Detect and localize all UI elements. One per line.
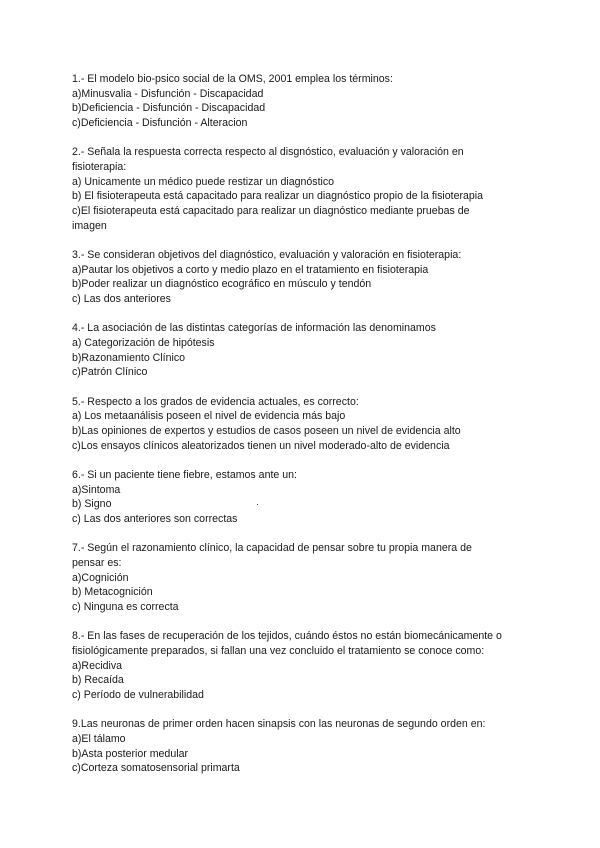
option-b-row: [72, 497, 542, 512]
question-text: 2.- Señala la respuesta correcta respecto al disgnóstico, evaluación y valoración en: [72, 146, 464, 159]
option-b: b) Metacognición: [72, 586, 153, 599]
question-text-continued: pensar es:: [72, 556, 122, 569]
question-text: 9.Las neuronas de primer orden hacen sinapsis con las neuronas de segundo orden en:: [72, 718, 486, 731]
option-c: c)Deficiencia - Disfunción - Alteracion: [72, 117, 248, 130]
question-text: 8.- En las fases de recuperación de los tejidos, cuándo éstos no están biomecánicamente o: [72, 630, 502, 643]
option-a: a)Cognición: [72, 571, 129, 584]
option-a: a)Minusvalia - Disfunción - Discapacidad: [72, 87, 264, 100]
option-c: c)Los ensayos clínicos aleatorizados tienen un nivel moderado-alto de evidencia: [72, 439, 450, 452]
question-7: [72, 541, 542, 615]
question-text: 7.- Según el razonamiento clínico, la capacidad de pensar sobre tu propia manera de: [72, 542, 472, 555]
stray-mark: ·: [256, 499, 259, 510]
option-b: b) Recaída: [72, 674, 124, 687]
question-text: 5.- Respecto a los grados de evidencia actuales, es correcto:: [72, 395, 359, 408]
option-b: b)Asta posterior medular: [72, 747, 188, 760]
option-b: b) Signo: [72, 498, 112, 511]
question-text-continued: fisiológicamente preparados, si fallan una vez concluido el tratamiento se conoce como:: [72, 645, 485, 657]
option-b: b)Poder realizar un diagnóstico ecográfico en músculo y tendón: [72, 278, 372, 291]
option-b: b)Deficiencia - Disfunción - Discapacidad: [72, 102, 266, 115]
option-c: c)Corteza somatosensorial primarta: [72, 762, 240, 775]
question-1: [72, 72, 542, 131]
option-c: c) Ninguna es correcta: [72, 601, 179, 614]
question-5: [72, 395, 542, 454]
option-a: a) Los metaanálisis poseen el nivel de evidencia más bajo: [72, 410, 346, 423]
question-6: [72, 468, 542, 527]
option-a: a) Categorización de hipótesis: [72, 337, 215, 350]
option-b: b) El fisioterapeuta está capacitado para realizar un diagnóstico propio de la fisioterapia: [72, 190, 484, 203]
option-a: a)Pautar los objetivos a corto y medio plazo en el tratamiento en fisioterapia: [72, 263, 429, 276]
option-b: b)Razonamiento Clínico: [72, 351, 186, 364]
question-4: [72, 321, 542, 380]
question-text: 3.- Se consideran objetivos del diagnóstico, evaluación y valoración en fisioterapia:: [72, 249, 462, 262]
question-text: 1.- El modelo bio-psico social de la OMS, 2001 emplea los términos:: [72, 73, 393, 85]
option-c: c) Período de vulnerabilidad: [72, 689, 204, 702]
option-b: b)Las opiniones de expertos y estudios de casos poseen un nivel de evidencia alto: [72, 425, 461, 438]
question-2: [72, 145, 542, 233]
question-9: [72, 717, 542, 776]
option-c: c) Las dos anteriores: [72, 293, 171, 306]
option-a: a)Sintoma: [72, 483, 121, 496]
option-a: a) Unicamente un médico puede restizar un diagnóstico: [72, 175, 335, 188]
option-c: c)El fisioterapeuta está capacitado para realizar un diagnóstico mediante pruebas de: [72, 205, 470, 218]
question-8: [72, 629, 542, 703]
question-list: [72, 72, 542, 791]
option-c-continued: imagen: [72, 219, 107, 232]
question-text-continued: fisioterapia:: [72, 161, 127, 174]
question-3: [72, 248, 542, 307]
option-c: c)Patrón Clínico: [72, 366, 148, 379]
question-text: 4.- La asociación de las distintas categorías de información las denominamos: [72, 322, 436, 335]
option-c: c) Las dos anteriores son correctas: [72, 513, 238, 526]
option-a: a)Recidiva: [72, 659, 123, 672]
option-a: a)El tálamo: [72, 733, 126, 746]
question-text: 6.- Si un paciente tiene fiebre, estamos ante un:: [72, 468, 297, 481]
